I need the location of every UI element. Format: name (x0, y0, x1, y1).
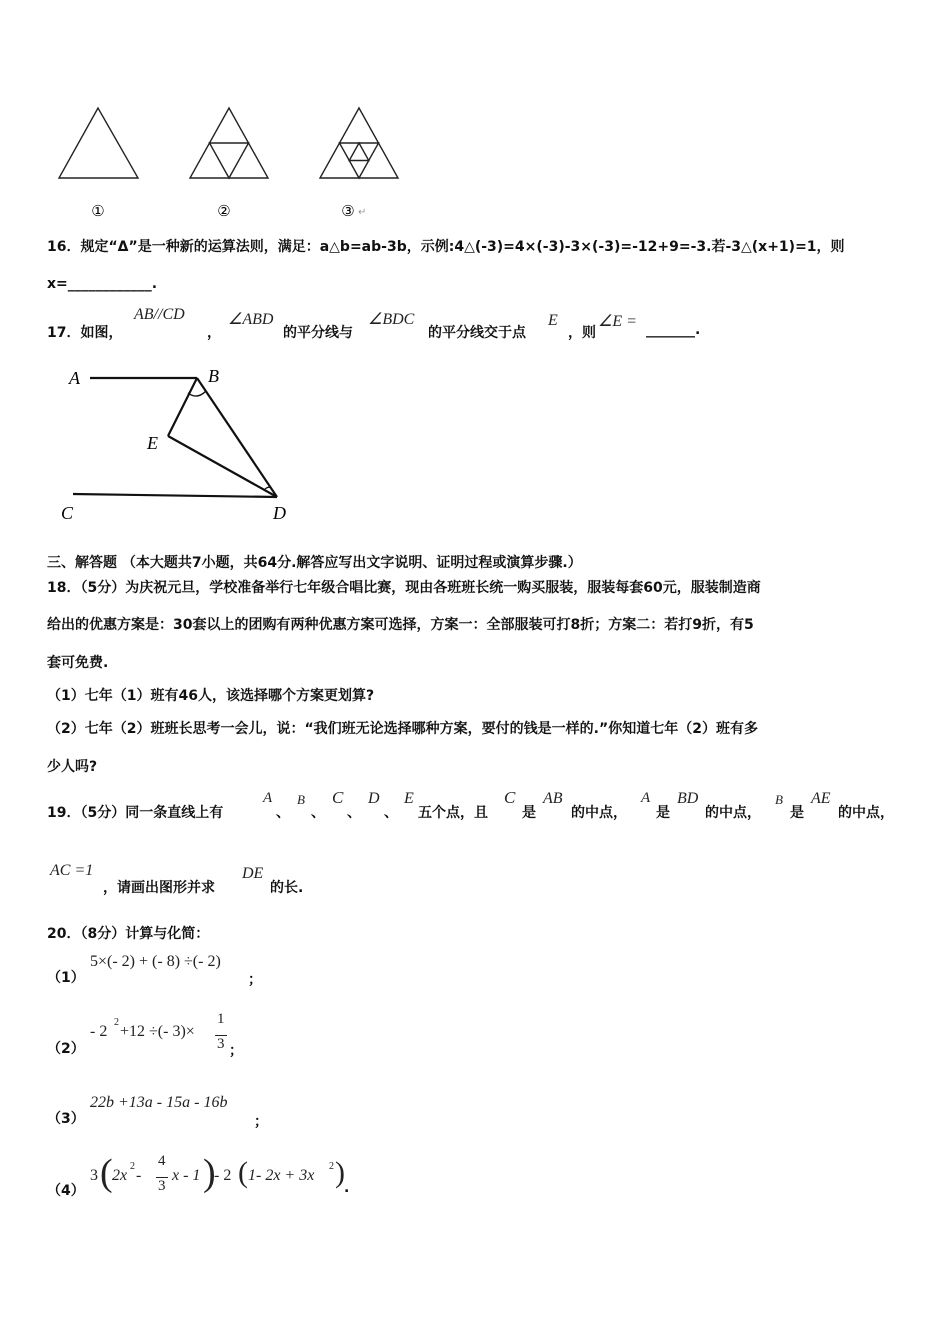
q17-figure (55, 360, 315, 530)
q19-ac-eq: AC =1 (50, 862, 94, 879)
q17-text3: 的平分线交于点 (428, 325, 526, 341)
q20-expr-1: 5×(- 2) + (- 8) ÷(- 2) (90, 953, 221, 970)
q20-expr-2-den: 3 (217, 1036, 225, 1052)
fig-label-2: ② (217, 204, 231, 220)
q17-angle-abd: ∠ABD (228, 311, 274, 328)
q20-expr-4-num: 4 (158, 1153, 166, 1169)
line-ed (168, 436, 277, 497)
q20-expr-4-c: - (136, 1167, 142, 1184)
q19-sep-3: 、 (347, 805, 361, 821)
q17-sep: ， (207, 325, 221, 341)
q19-bd: BD (677, 790, 699, 807)
q19-sep-1: 、 (276, 805, 290, 821)
label-c: C (61, 503, 74, 523)
q19-is-1: 是 (522, 805, 536, 821)
q20-expr-2-num: 1 (217, 1011, 225, 1027)
q19-mid-2: 的中点， (705, 805, 761, 821)
q19-c: C (504, 788, 516, 807)
line-bd (197, 378, 277, 497)
q20-expr-4-sup1: 2 (130, 1161, 135, 1172)
q19-sep-2: 、 (311, 805, 325, 821)
q17-prefix: 17．如图， (47, 325, 123, 341)
q17-angle-e: ∠E = (598, 313, 637, 330)
label-e: E (147, 433, 158, 453)
q20-expr-4-d: x - 1 (172, 1167, 201, 1184)
line-cd (73, 494, 277, 497)
q20-label-2: （2） (47, 1041, 85, 1057)
q20-expr-2-end: ； (229, 1043, 243, 1059)
triangle-1 (59, 108, 138, 178)
q19-sep-4: 、 (384, 805, 398, 821)
q20-expr-4-end: . (344, 1180, 350, 1196)
q18-sub1: （1）七年（1）班有46人，该选择哪个方案更划算? (47, 688, 375, 704)
q18-sub2-line1: （2）七年（2）班班长思考一会儿，说：“我们班无论选择哪种方案，要付的钱是一样的.”你知道七年（2）班有多 (47, 721, 758, 737)
q18-line2: 给出的优惠方案是：30套以上的团购有两种优惠方案可选择，方案一：全部服装可打8折；方案二：若打9折，有5 (47, 617, 754, 633)
q19-is-2: 是 (656, 805, 670, 821)
q19-pt-e: E (404, 790, 414, 807)
q20-expr-4-lparen: ( (100, 1152, 113, 1194)
q20-expr-4-lparen2: ( (238, 1156, 248, 1189)
q19-pt-d: D (368, 790, 380, 807)
label-b: B (208, 366, 219, 386)
label-d: D (273, 503, 286, 523)
fig-label-3: ③ (341, 204, 355, 220)
q20-expr-3-end: ； (254, 1114, 268, 1130)
q19-line2-text: ，请画出图形并求 (103, 880, 215, 896)
q20-expr-4-rparen: ) (203, 1152, 216, 1194)
q17-point-e: E (548, 312, 558, 329)
q19-b: B (775, 792, 783, 807)
section3-heading: 三、解答题 （本大题共7小题，共64分.解答应写出文字说明、证明过程或演算步骤.） (47, 555, 582, 571)
q18-line1: 18．（5分）为庆祝元旦，学校准备举行七年级合唱比赛，现由各班班长统一购买服装，服装每套60元，服装制造商 (47, 580, 761, 596)
q16-line1: 16．规定“Δ”是一种新的运算法则，满足：a△b=ab-3b，示例:4△(-3)=4×(-3)-3×(-3)=-12+9=-3.若-3△(x+1)=1，则 (47, 239, 845, 255)
q16-line2: x=____________. (47, 276, 158, 292)
q20-expr-4 (90, 1154, 350, 1204)
q19-mid-1: 的中点， (571, 805, 627, 821)
q19-is-3: 是 (790, 805, 804, 821)
q19-ae: AE (811, 790, 831, 807)
q20-expr-2-sup: 2 (114, 1017, 119, 1028)
q20-expr-3: 22b +13a - 15a - 16b (90, 1094, 228, 1111)
q20-label-4: （4） (47, 1183, 85, 1199)
q19-pt-c: C (332, 788, 344, 807)
q20-title: 20．（8分）计算与化简： (47, 926, 210, 942)
q19-de: DE (242, 865, 264, 882)
angle-arc-d (265, 487, 271, 489)
q20-expr-4-sup2: 2 (329, 1161, 334, 1172)
q18-line3: 套可免费. (47, 655, 109, 671)
q20-label-3: （3） (47, 1111, 85, 1127)
q19-line2-end: 的长. (270, 880, 304, 896)
q19-pt-b: B (297, 792, 305, 807)
triangle-3-inner-2 (349, 143, 369, 161)
q20-label-1: （1） (47, 970, 85, 986)
return-mark-icon: ↵ (358, 207, 367, 218)
q17-text4: ，则 (568, 325, 596, 341)
q20-expr-4-coef: 3 (90, 1167, 98, 1184)
q17-text2: 的平分线与 (283, 325, 353, 341)
q20-expr-4-rparen2: ) (335, 1156, 345, 1189)
q20-expr-4-f: 1- 2x + 3x (248, 1167, 315, 1184)
q20-expr-4-den: 3 (158, 1178, 166, 1194)
q17-ab-parallel-cd: AB//CD (134, 306, 185, 323)
q20-expr-2-a: - 2 (90, 1023, 108, 1040)
triangle-figures (50, 100, 420, 225)
q19-ab: AB (543, 790, 563, 807)
q18-sub2-line2: 少人吗? (47, 759, 98, 775)
q20-expr-1-end: ； (248, 972, 262, 988)
q19-a: A (641, 790, 651, 806)
q19-pt-a: A (263, 790, 273, 806)
line-be (168, 378, 197, 436)
label-a: A (69, 368, 80, 388)
q19-mid-3: 的中点， (838, 805, 894, 821)
q20-expr-2-b: +12 ÷(- 3)× (120, 1023, 195, 1040)
fig-label-1: ① (91, 204, 105, 220)
triangle-2-inner (210, 143, 249, 178)
q17-angle-bdc: ∠BDC (368, 311, 415, 328)
q20-expr-4-b: 2x (112, 1167, 128, 1184)
q19-prefix: 19．（5分）同一条直线上有 (47, 805, 224, 821)
q20-expr-4-e: - 2 (214, 1167, 232, 1184)
q17-blank: _______. (646, 322, 701, 338)
q19-t1: 五个点，且 (418, 805, 488, 821)
